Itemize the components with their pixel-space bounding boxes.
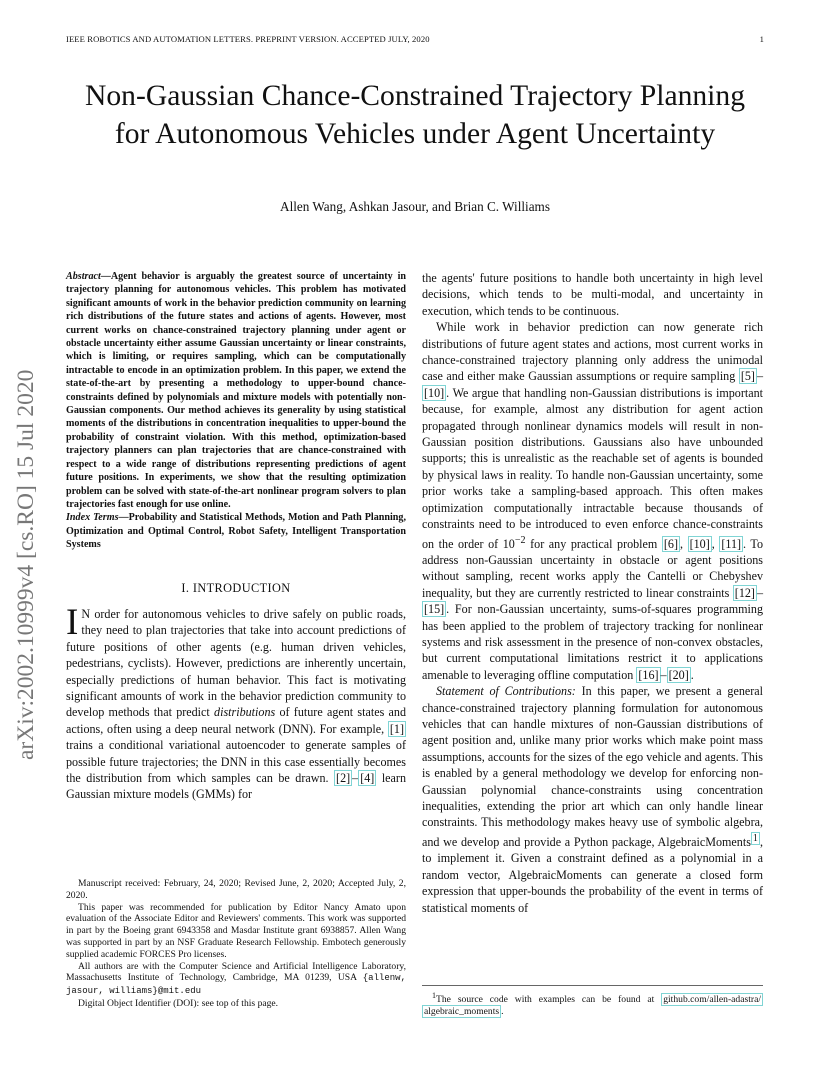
citation-separator: –: [660, 667, 667, 682]
index-terms: [66, 511, 406, 551]
footnote-doi: Digital Object Identifier (DOI): see top of this page.: [78, 997, 279, 1009]
p2-text-f: .: [690, 667, 694, 682]
citation-separator: –: [756, 369, 763, 384]
citation-link[interactable]: [6]: [663, 536, 678, 551]
right-column: [422, 270, 763, 916]
citation-link[interactable]: [12]: [734, 585, 755, 600]
citation-link[interactable]: [11]: [721, 536, 742, 551]
p2-text-e: . For non-Gaussian uncertainty, sums-of-squares programming has been applied to the problem of trajectory tracking for nonlinear systems and risk assessment in the presence of non-convex obstacles, but current computational limitations restrict it to applications amenable to leveraging offline computation: [422, 602, 763, 682]
left-column: [66, 270, 406, 803]
right-paragraph-continuation: the agents' future positions to handle both uncertainty in high level decisions, which tends to be multi-modal, and uncertainty in execution, which tends to be continuous.: [422, 271, 763, 318]
citation-separator: –: [756, 585, 763, 600]
p2-text-d: . To address non-Gaussian uncertainty in obstacle or agent positions without sampling, recent works apply the Cantelli or Chebyshev inequality, but they are currently restricted to linear constraints: [422, 536, 764, 600]
author-emails: {allenw, jasour, williams}@mit.edu: [66, 973, 406, 997]
paper-title: Non-Gaussian Chance-Constrained Trajectory Planning for Autonomous Vehicles under Agent Uncertainty: [85, 80, 745, 150]
footnote-affiliation: [66, 961, 406, 998]
right-paragraph-3: [422, 683, 763, 916]
citation-separator: –: [352, 771, 359, 785]
footnote-period: .: [501, 1005, 504, 1017]
index-terms-text: —Probability and Statistical Methods, Motion and Path Planning, Optimization and Optimal Control, Robot Safety, Intelligent Transportation Systems: [66, 512, 406, 551]
footnote-text: The source code with examples can be found at: [436, 994, 662, 1006]
right-footnote: [422, 985, 763, 1018]
intro-text-b: of future agent states and actions, often using a deep neural network (DNN). For example,: [66, 705, 406, 736]
intro-text-d: learn Gaussian mixture models (GMMs) for: [66, 771, 406, 802]
footnote-manuscript: Manuscript received: February, 24, 2020; Revised June, 2, 2020; Accepted July, 2, 2020.: [66, 878, 406, 901]
left-footnotes: [66, 878, 406, 1010]
abstract-label: Abstract: [66, 271, 101, 282]
intro-text-c: trains a conditional variational autoencoder to generate samples of possible future trajectories; the DNN in this case essentially becomes the distribution from which samples can be drawn.: [66, 738, 406, 785]
abstract-text: —Agent behavior is arguably the greatest source of uncertainty in trajectory planning for autonomous vehicles. This problem has motivated significant amounts of work in the behavior prediction community on learning rich distributions of the future states and actions of agents. However, most current works on chance-constrained trajectory planning under agent or obstacle uncertainty either assume Gaussian uncertainty or linear constraints, which is limiting, or requires sampling, which can be computationally intractable to encode in an optimization problem. In this paper, we extend the state-of-the-art by presenting a methodology to upper-bound chance-constraints defined by polynomials and mixture models with potentially non-Gaussian components. Our method achieves its generality by using statistical moments of the distributions in concentration inequalities to upper-bound the probability of constraint violation. With this method, optimization-based trajectory planners can plan trajectories that are chance-constrained with respect to a wide range of distributions representing predictions of agent future positions. In experiments, we show that the resulting optimization problem can be solved with state-of-the-art nonlinear program solvers to plan trajectories fast enough for use online.: [66, 271, 406, 510]
footnote-source-code: [422, 990, 763, 1018]
citation-link[interactable]: [2]: [336, 771, 351, 785]
intro-text-a: N order for autonomous vehicles to drive safely on public roads, they need to plan trajectories that take into account predictions of future positions of other agents (e.g. human driven vehicles, pedestrians, cyclists). However, predictions are inherently uncertain, especially predictions of human behavior. This fact is motivating significant amounts of work in the behavior prediction community to develop methods that predict: [66, 606, 406, 720]
citation-link[interactable]: [20]: [668, 667, 689, 682]
citation-link[interactable]: [10]: [689, 536, 710, 551]
power-exponent: −2: [514, 534, 526, 546]
p2-text-a: While work in behavior prediction can now generate rich distributions of future agent states and actions, most current works in chance-constrained trajectory planning only address the unimodal case and either make Gaussian assumptions or require sampling: [422, 320, 763, 384]
affiliation-text: All authors are with the Computer Science and Artificial Intelligence Laboratory, Massachusetts Institute of Technology, Cambridge, MA 01239, USA: [66, 960, 406, 984]
citation-link[interactable]: [16]: [638, 667, 659, 682]
p3-text-b: , to implement it. Given a constraint defined as a polynomial in a random vector, AlgebraicMoments can generate a closed form expression that upper-bounds the probability of the event in terms of statistical moments of: [422, 834, 763, 915]
p3-text-a: In this paper, we present a general chance-constrained trajectory planning formulation for autonomous vehicles that can handle mixtures of non-Gaussian distributions of agent position and, unlike many prior works which make point mass assumptions, accounts for the sizes of the ego vehicle and agents. This is enabled by a general methodology we develop for enforcing non-Gaussian polynomial chance-constraints using concentration inequalities, extending the prior art which can only handle linear constraints. This methodology makes heavy use of symbolic algebra, and we develop and provide a Python package, AlgebraicMoments: [422, 684, 763, 849]
p2-text-b: . We argue that handling non-Gaussian distributions is important because, for example, almost any distribution for agent action propagated through nonlinear dynamics models will result in non-Gaussian position distributions. Gaussians also have unbounded supports; this is unrealistic as the reachable set of agents is bounded by physical laws in reality. To handle non-Gaussian uncertainty, some prior works take a sampling-based approach. This often makes optimization computationally intractable because thousands of constraints need to be introduced to even enforce chance-constraints on the order of: [422, 385, 763, 551]
citation-link[interactable]: [15]: [424, 602, 445, 617]
footnote-funding: This paper was recommended for publication by Editor Nancy Amato upon evaluation of the Associate Editor and Reviewers' comments. This work was supported in part by the Boeing grant 6943358 and Masdar Institute grant 6938857. Allen Wang was supported in part by an NSF Graduate Research Fellowship. Embotech generously supplied academic FORCES Pro licenses.: [66, 901, 406, 960]
power-base: 10: [502, 536, 515, 551]
paper-authors: Allen Wang, Ashkan Jasour, and Brian C. Williams: [280, 199, 550, 214]
running-header: [66, 34, 764, 48]
github-link-continued[interactable]: algebraic_moments: [424, 1005, 500, 1017]
intro-emphasis: distributions: [214, 705, 276, 720]
footnote-number: 1: [432, 991, 436, 1000]
citation-link[interactable]: [4]: [360, 771, 375, 785]
index-terms-label: Index Terms: [66, 512, 119, 524]
page-number: 1: [759, 34, 764, 44]
github-link[interactable]: github.com/allen-adastra/: [663, 994, 761, 1006]
drop-cap: I: [66, 601, 79, 643]
journal-header: IEEE ROBOTICS AND AUTOMATION LETTERS. PREPRINT VERSION. ACCEPTED JULY, 2020: [66, 34, 430, 44]
citation-link[interactable]: [10]: [424, 385, 445, 400]
citation-link[interactable]: [1]: [389, 721, 404, 736]
footnote-mark-link[interactable]: 1: [752, 832, 758, 844]
p2-text-c: for any practical problem: [525, 536, 662, 551]
citation-link[interactable]: [5]: [740, 369, 755, 384]
section-heading-introduction: I. INTRODUCTION: [181, 580, 291, 595]
contributions-label: Statement of Contributions:: [436, 684, 576, 699]
citation-separator: ,: [711, 536, 720, 551]
citation-separator: ,: [680, 536, 688, 551]
right-paragraph-2: [422, 319, 763, 683]
abstract: [66, 270, 406, 511]
intro-paragraph: [66, 601, 406, 803]
arxiv-stamp: arXiv:2002.10999v4 [cs.RO] 15 Jul 2020: [13, 369, 39, 760]
